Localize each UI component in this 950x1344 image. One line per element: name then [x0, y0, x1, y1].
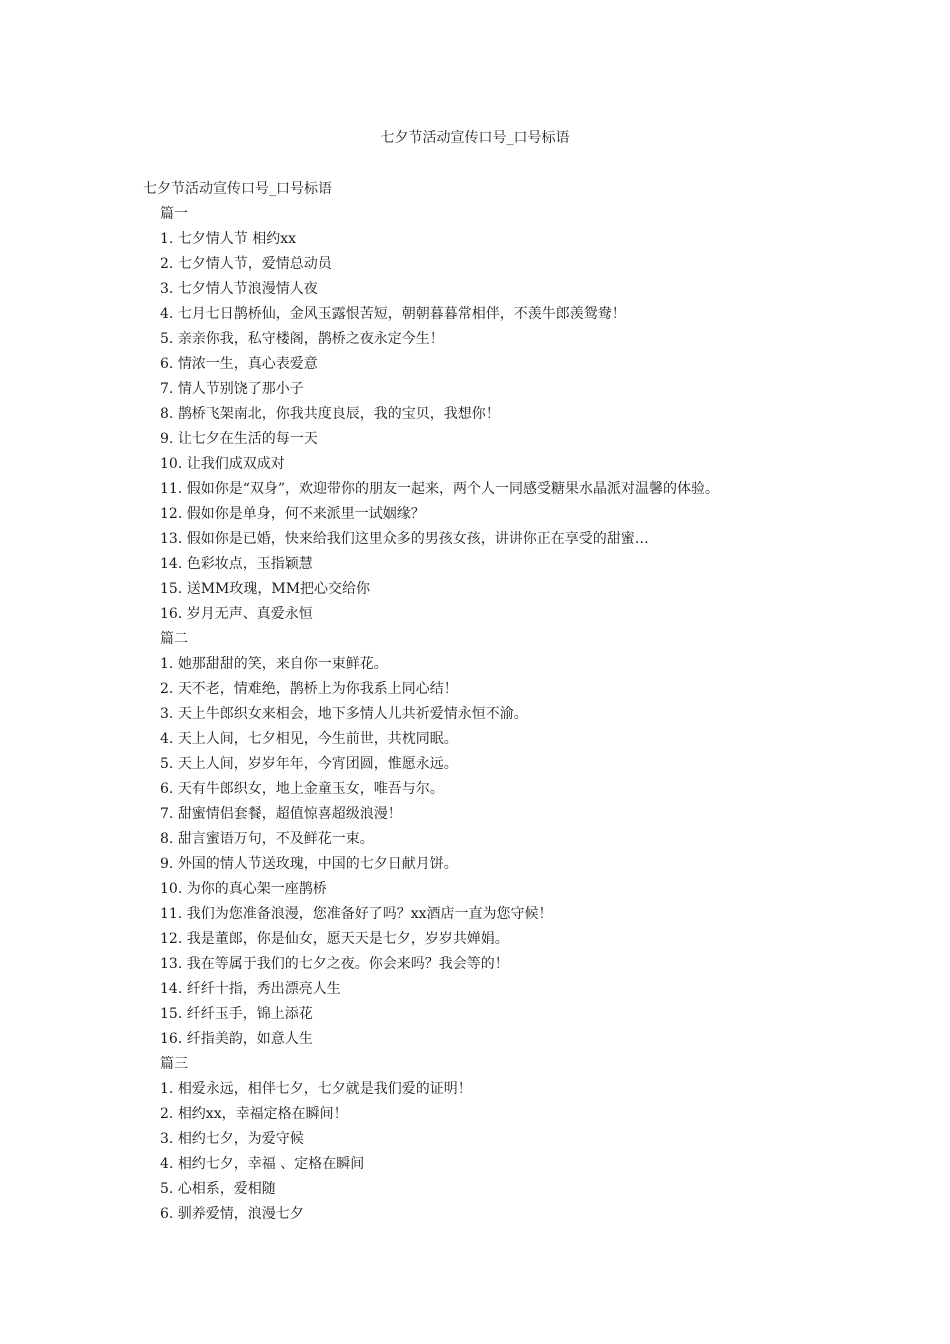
section-1 — [143, 202, 923, 627]
item-text: 让我们成双成对 — [186, 456, 285, 472]
list-item — [143, 927, 923, 952]
section-3 — [143, 1052, 923, 1227]
page-title: 七夕节活动宣传口号_口号标语 — [380, 130, 570, 146]
item-number: 4. — [160, 731, 174, 747]
section-heading: 篇二 — [160, 631, 188, 647]
slogan-list — [143, 1077, 923, 1227]
item-number: 2. — [160, 681, 174, 697]
item-text: 假如你是已婚，快来给我们这里众多的男孩女孩，讲讲你正在享受的甜蜜… — [186, 531, 649, 547]
item-text: 相爱永远，相伴七夕，七夕就是我们爱的证明！ — [177, 1081, 472, 1097]
sections-container — [143, 202, 923, 1227]
item-text: 情人节别饶了那小子 — [177, 381, 304, 397]
list-item — [143, 677, 923, 702]
item-number: 10. — [160, 456, 183, 472]
item-number: 7. — [160, 806, 174, 822]
item-text: 心相系，爱相随 — [177, 1181, 276, 1197]
item-text: 相约xx，幸福定格在瞬间！ — [177, 1106, 348, 1122]
slogan-list — [143, 652, 923, 1052]
item-text: 假如你是单身，何不来派里一试姻缘？ — [186, 506, 425, 522]
item-text: 纤纤玉手，锦上添花 — [186, 1006, 313, 1022]
item-text: 纤指美韵，如意人生 — [186, 1031, 313, 1047]
section-2 — [143, 627, 923, 1052]
item-number: 11. — [160, 906, 183, 922]
item-text: 假如你是“双身”，欢迎带你的朋友一起来，两个人一同感受糖果水晶派对温馨的体验。 — [186, 481, 720, 497]
item-text: 天有牛郎织女，地上金童玉女，唯吾与尔。 — [177, 781, 444, 797]
item-number: 13. — [160, 956, 183, 972]
item-number: 5. — [160, 331, 174, 347]
item-number: 8. — [160, 831, 174, 847]
item-text: 七夕情人节 相约xx — [177, 231, 297, 247]
item-text: 色彩妆点，玉指颖慧 — [186, 556, 313, 572]
section-heading: 篇一 — [160, 206, 188, 222]
item-number: 5. — [160, 1181, 174, 1197]
item-number: 1. — [160, 656, 174, 672]
item-number: 3. — [160, 706, 174, 722]
item-number: 13. — [160, 531, 183, 547]
list-item — [143, 327, 923, 352]
list-item — [143, 552, 923, 577]
item-number: 3. — [160, 281, 174, 297]
list-item — [143, 902, 923, 927]
item-text: 驯养爱情，浪漫七夕 — [177, 1206, 304, 1222]
item-number: 14. — [160, 981, 183, 997]
list-item — [143, 527, 923, 552]
item-text: 纤纤十指，秀出漂亮人生 — [186, 981, 341, 997]
item-text: 我在等属于我们的七夕之夜。你会来吗？我会等的！ — [186, 956, 509, 972]
list-item — [143, 277, 923, 302]
list-item — [143, 852, 923, 877]
item-text: 甜蜜情侣套餐，超值惊喜超级浪漫！ — [177, 806, 402, 822]
item-number: 2. — [160, 256, 174, 272]
item-text: 天上人间，七夕相见，今生前世，共枕同眠。 — [177, 731, 458, 747]
list-item — [143, 952, 923, 977]
item-number: 14. — [160, 556, 183, 572]
list-item — [143, 302, 923, 327]
list-item — [143, 452, 923, 477]
item-text: 我是董郎，你是仙女，愿天天是七夕，岁岁共婵娟。 — [186, 931, 509, 947]
item-text: 岁月无声、真爱永恒 — [186, 606, 313, 622]
list-item — [143, 377, 923, 402]
item-text: 情浓一生，真心表爱意 — [177, 356, 318, 372]
list-item — [143, 727, 923, 752]
item-text: 鹊桥飞架南北，你我共度良辰，我的宝贝，我想你！ — [177, 406, 500, 422]
item-number: 9. — [160, 856, 174, 872]
list-item — [143, 802, 923, 827]
list-item — [143, 1177, 923, 1202]
item-number: 15. — [160, 1006, 183, 1022]
item-number: 10. — [160, 881, 183, 897]
list-item — [143, 827, 923, 852]
item-text: 天上牛郎织女来相会，地下多情人儿共祈爱情永恒不渝。 — [177, 706, 528, 722]
section-heading: 篇三 — [160, 1056, 188, 1072]
item-text: 天不老，情难绝，鹊桥上为你我系上同心结！ — [177, 681, 458, 697]
item-text: 相约七夕，幸福 、定格在瞬间 — [177, 1156, 365, 1172]
item-number: 6. — [160, 1206, 174, 1222]
item-text: 我们为您准备浪漫，您准备好了吗？xx酒店一直为您守候！ — [186, 906, 553, 922]
item-text: 七夕情人节浪漫情人夜 — [177, 281, 318, 297]
item-text: 让七夕在生活的每一天 — [177, 431, 318, 447]
item-number: 16. — [160, 1031, 183, 1047]
item-text: 七月七日鹊桥仙，金风玉露恨苦短，朝朝暮暮常相伴，不羡牛郎羡鸳鸯！ — [177, 306, 626, 322]
item-number: 7. — [160, 381, 174, 397]
list-item — [143, 227, 923, 252]
list-item — [143, 402, 923, 427]
list-item — [143, 1027, 923, 1052]
list-item — [143, 1202, 923, 1227]
list-item — [143, 752, 923, 777]
item-number: 4. — [160, 1156, 174, 1172]
item-number: 12. — [160, 931, 183, 947]
item-number: 4. — [160, 306, 174, 322]
item-text: 为你的真心架一座鹊桥 — [186, 881, 327, 897]
slogan-list — [143, 227, 923, 627]
document-subtitle: 七夕节活动宣传口号_口号标语 — [143, 181, 332, 197]
list-item — [143, 777, 923, 802]
item-number: 1. — [160, 231, 174, 247]
list-item — [143, 652, 923, 677]
item-number: 1. — [160, 1081, 174, 1097]
item-text: 天上人间，岁岁年年，今宵团圆，惟愿永远。 — [177, 756, 458, 772]
list-item — [143, 1077, 923, 1102]
list-item — [143, 577, 923, 602]
item-text: 外国的情人节送玫瑰，中国的七夕日献月饼。 — [177, 856, 458, 872]
item-text: 送MM玫瑰，MM把心交给你 — [186, 581, 371, 597]
list-item — [143, 1102, 923, 1127]
item-text: 亲亲你我，私守楼阁，鹊桥之夜永定今生！ — [177, 331, 444, 347]
list-item — [143, 877, 923, 902]
item-text: 相约七夕，为爱守候 — [177, 1131, 304, 1147]
item-number: 15. — [160, 581, 183, 597]
list-item — [143, 1002, 923, 1027]
item-text: 甜言蜜语万句，不及鲜花一束。 — [177, 831, 374, 847]
item-number: 11. — [160, 481, 183, 497]
item-number: 6. — [160, 781, 174, 797]
item-number: 3. — [160, 1131, 174, 1147]
item-text: 七夕情人节，爱情总动员 — [177, 256, 332, 272]
item-number: 9. — [160, 431, 174, 447]
item-number: 5. — [160, 756, 174, 772]
list-item — [143, 702, 923, 727]
list-item — [143, 602, 923, 627]
item-number: 16. — [160, 606, 183, 622]
item-number: 6. — [160, 356, 174, 372]
list-item — [143, 1152, 923, 1177]
list-item — [143, 427, 923, 452]
item-text: 她那甜甜的笑，来自你一束鲜花。 — [177, 656, 388, 672]
list-item — [143, 1127, 923, 1152]
item-number: 12. — [160, 506, 183, 522]
item-number: 2. — [160, 1106, 174, 1122]
list-item — [143, 502, 923, 527]
list-item — [143, 252, 923, 277]
list-item — [143, 477, 923, 502]
item-number: 8. — [160, 406, 174, 422]
list-item — [143, 977, 923, 1002]
document-body — [143, 177, 923, 1227]
list-item — [143, 352, 923, 377]
